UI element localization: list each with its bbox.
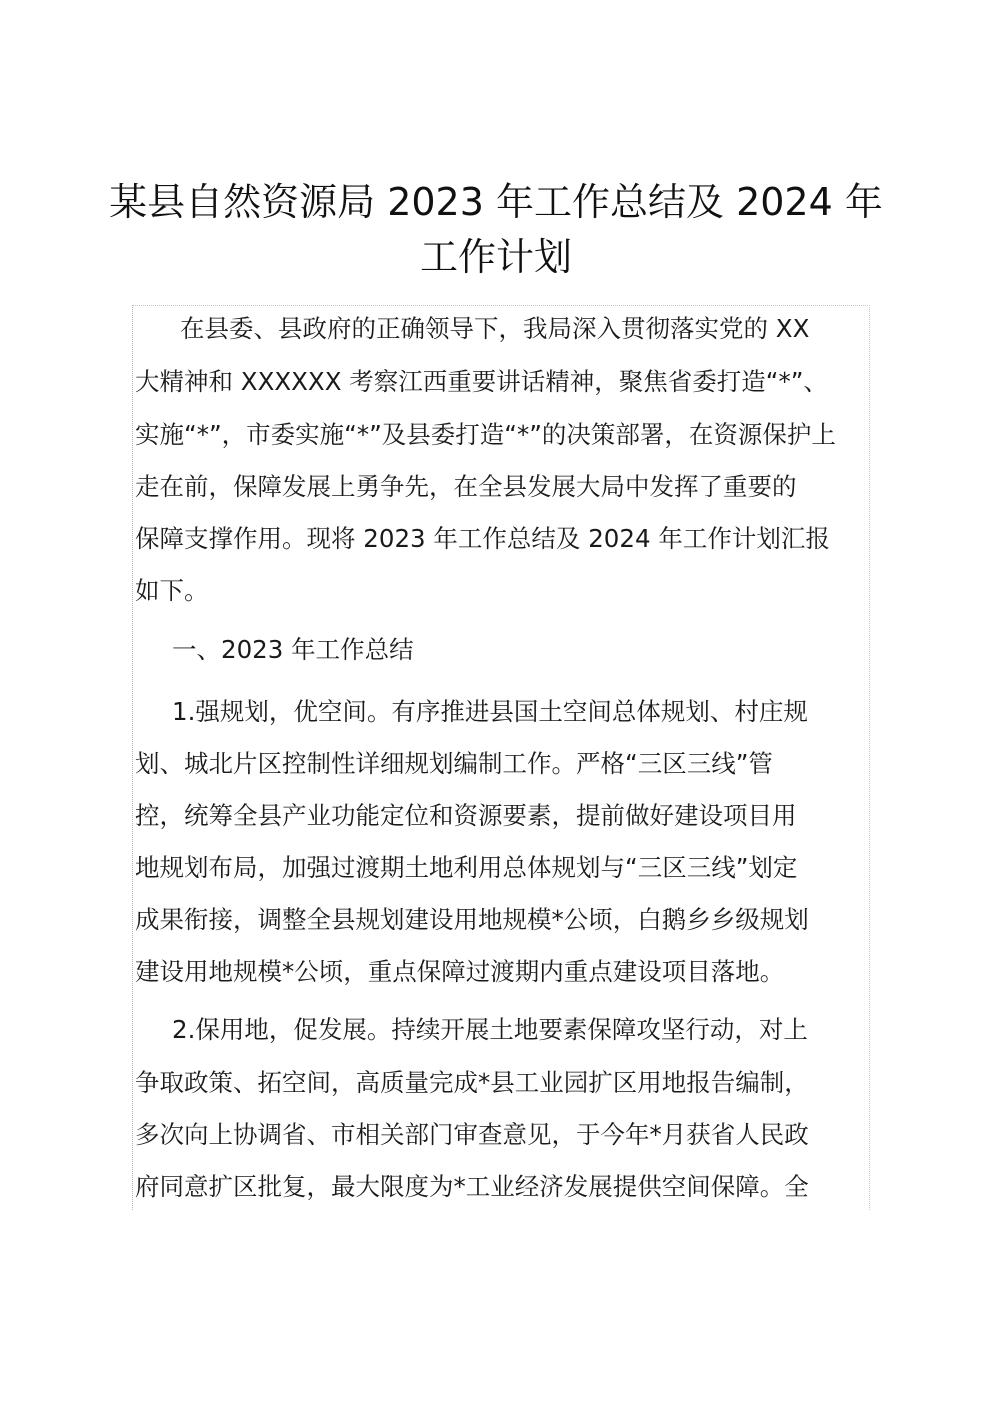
section-heading: 一、2023 年工作总结: [172, 635, 414, 664]
paragraph-line: 府同意扩区批复，最大限度为*工业经济发展提供空间保障。全: [135, 1172, 809, 1201]
paragraph-line: 划、城北片区控制性详细规划编制工作。严格“三区三线”管: [135, 749, 773, 778]
paragraph-line: 实施“*”，市委实施“*”及县委打造“*”的决策部署，在资源保护上: [135, 420, 836, 449]
paragraph-line: 走在前，保障发展上勇争先，在全县发展大局中发挥了重要的: [135, 472, 797, 501]
paragraph-line: 成果衔接，调整全县规划建设用地规模*公顷，白鹅乡乡级规划: [135, 905, 809, 934]
paragraph-line: 建设用地规模*公顷，重点保障过渡期内重点建设项目落地。: [135, 957, 785, 986]
paragraph-line: 如下。: [135, 576, 209, 605]
paragraph-line: 多次向上协调省、市相关部门审查意见，于今年*月获省人民政: [135, 1120, 809, 1149]
paragraph-line: 在县委、县政府的正确领导下，我局深入贯彻落实党的 XX: [180, 314, 810, 343]
paragraph-line: 控，统筹全县产业功能定位和资源要素，提前做好建设项目用: [135, 801, 797, 830]
paragraph-line: 争取政策、拓空间，高质量完成*县工业园扩区用地报告编制，: [135, 1068, 809, 1097]
paragraph-line: 1.强规划，优空间。有序推进县国土空间总体规划、村庄规: [172, 697, 808, 726]
text-frame-top-border: [132, 305, 870, 306]
document-title-line-1: 某县自然资源局 2023 年工作总结及 2024 年: [109, 180, 883, 224]
paragraph-line: 地规划布局，加强过渡期土地利用总体规划与“三区三线”划定: [135, 853, 798, 882]
paragraph-line: 2.保用地，促发展。持续开展土地要素保障攻坚行动，对上: [172, 1015, 808, 1044]
paragraph-line: 大精神和 XXXXXX 考察江西重要讲话精神，聚焦省委打造“*”、: [135, 367, 828, 396]
document-title-line-2: 工作计划: [419, 235, 572, 279]
paragraph-line: 保障支撑作用。现将 2023 年工作总结及 2024 年工作计划汇报: [135, 524, 830, 553]
text-frame-left-border: [132, 305, 133, 1210]
